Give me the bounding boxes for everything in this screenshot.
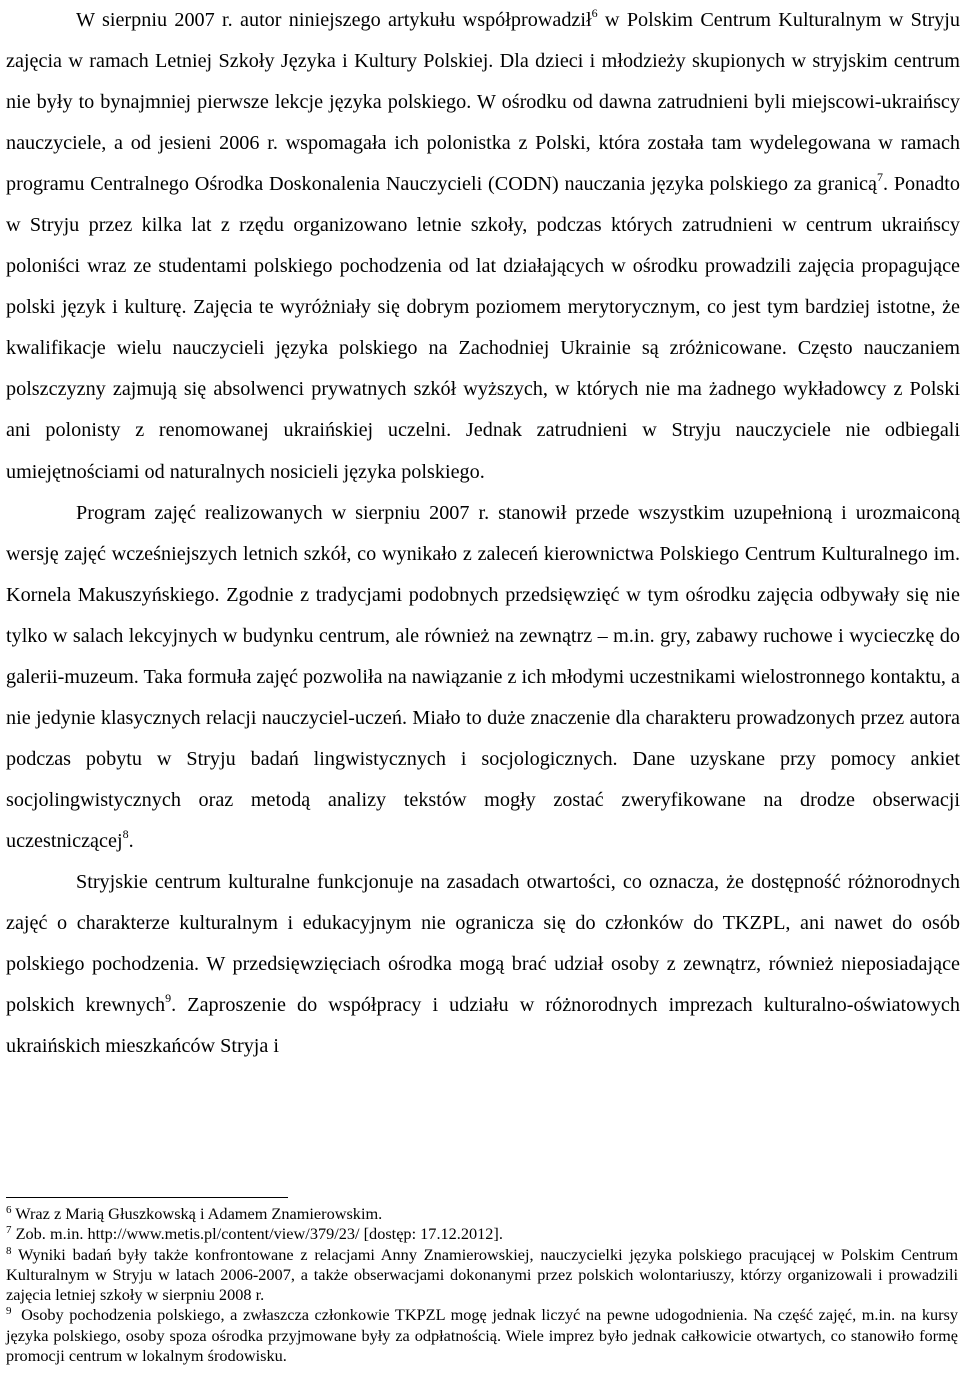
body-text [6, 0, 960, 1067]
footnote-number: 6 [6, 1204, 12, 1216]
footnote-ref-8: 8 [122, 826, 129, 841]
footnote-text: Wyniki badań były także konfrontowane z relacjami Anny Znamierowskiej, nauczycielki języka polskiego pracującej w Polskim Centrum Kulturalnym w Stryju w latach 2006-2007, a także obserwacjami dokonanymi przez polskich wolontariuszy, którzy organizowali i prowadzili zajęcia letniej szkoły w sierpniu 2008 r. [6, 1244, 958, 1305]
footnote-9 [6, 1305, 958, 1366]
footnotes [6, 1204, 958, 1366]
footnote-text: Osoby pochodzenia polskiego, a zwłaszcza członkowie TKPZL mogę jednak liczyć na pewne udogodnienia. Na część zajęć, m.in. na kursy języka polskiego, osoby spoza ośrodka przyjmowane były za odpłatnością. Wiele imprez było jednak całkowicie otwartych, co stanowiło formę promocji centrum w lokalnym środowisku. [6, 1305, 959, 1366]
footnote-ref-7: 7 [876, 170, 883, 185]
paragraph-2 [6, 493, 960, 862]
document-page [6, 0, 960, 1067]
paragraph-3-text-a: Stryjskie centrum kulturalne funkcjonuje na zasadach otwartości, co oznacza, że dostępność różnorodnych zajęć o charakterze kulturalnym i edukacyjnym nie ogranicza się do członków do TKZPL, ani nawet do osób polskiego pochodzenia. W przedsięwzięciach ośrodka mogą brać udział osoby z zewnątrz, również nieposiadające polskich krewnych [6, 870, 960, 1017]
footnote-text: Wraz z Marią Głuszkowską i Adamem Znamierowskim. [15, 1204, 383, 1223]
footnote-number: 8 [6, 1244, 12, 1257]
footnote-number: 7 [6, 1224, 12, 1237]
paragraph-3-text-b: . Zaproszenie do współpracy i udziału w różnorodnych imprezach kulturalno-oświatowych ukraińskich mieszkańców Stryja i [6, 994, 960, 1058]
paragraph-1-text-c: . Ponadto w Stryju przez kilka lat z rzędu organizowano letnie szkoły, podczas których zatrudnieni w centrum ukraińscy poloniści wraz ze studentami polskiego pochodzenia od lat działających w ośrodku prowadzili zajęcia propagujące polski język i kulturę. Zajęcia te wyróżniały się dobrym poziomem merytorycznym, co jest tym bardziej istotne, że kwalifikacje wielu nauczycieli języka polskiego na Zachodniej Ukrainie są zróżnicowane. Często nauczaniem polszczyzny zajmują się absolwenci prywatnych szkół wyższych, w których nie ma żadnego wykładowcy z Polski ani polonisty z renomowanej ukraińskiej uczelni. Jednak zatrudnieni w Stryju nauczyciele nie odbiegali umiejętnościami od naturalnych nosicieli języka polskiego. [6, 173, 960, 483]
footnote-text: Zob. m.in. http://www.metis.pl/content/view/379/23/ [dostęp: 17.12.2012]. [15, 1224, 503, 1244]
footnote-7 [6, 1224, 958, 1244]
paragraph-1-text-b: w Polskim Centrum Kulturalnym w Stryju zajęcia w ramach Letniej Szkoły Języka i Kultury Polskiej. Dla dzieci i młodzieży skupionych w stryjskim centrum nie były to bynajmniej pierwsze lekcje języka polskiego. W ośrodku od dawna zatrudnieni byli miejscowi-ukraińscy nauczyciele, a od jesieni 2006 r. wspomagała ich polonistka z Polski, która została tam wydelegowana w ramach programu Centralnego Ośrodka Doskonalenia Nauczycieli (CODN) nauczania języka polskiego za granicą [6, 9, 960, 196]
footnote-6 [6, 1204, 958, 1224]
paragraph-1 [6, 0, 960, 493]
footnote-ref-6: 6 [591, 6, 598, 20]
footnote-8 [6, 1245, 958, 1306]
footnote-ref-9: 9 [165, 991, 172, 1006]
footnote-separator [6, 1197, 288, 1198]
paragraph-2-text-b: . [128, 829, 134, 852]
paragraph-1-text-a: W sierpniu 2007 r. autor niniejszego artykułu współprowadził [76, 9, 592, 31]
paragraph-2-text-a: Program zajęć realizowanych w sierpniu 2007 r. stanowił przede wszystkim uzupełnioną i urozmaiconą wersję zajęć wcześniejszych letnich szkół, co wynikało z zaleceń kierownictwa Polskiego Centrum Kulturalnego im. Kornela Makuszyńskiego. Zgodnie z tradycjami podobnych przedsięwzięć w tym ośrodku zajęcia odbywały się nie tylko w salach lekcyjnych w budynku centrum, ale również na zewnątrz – m.in. gry, zabawy ruchowe i wycieczkę do galerii-muzeum. Taka formuła zajęć pozwoliła na nawiązanie z ich młodymi uczestnikami wielostronnego kontaktu, a nie jedynie klasycznych relacji nauczyciel-uczeń. Miało to duże znaczenie dla charakteru prowadzonych przez autora podczas pobytu w Stryju badań lingwistycznych i socjologicznych. Dane uzyskane przy pomocy ankiet socjolingwistycznych oraz metodą analizy tekstów mogły zostać zweryfikowane na drodze obserwacji uczestniczącej [6, 501, 960, 852]
footnote-number: 9 [6, 1305, 12, 1318]
paragraph-3 [6, 862, 960, 1067]
